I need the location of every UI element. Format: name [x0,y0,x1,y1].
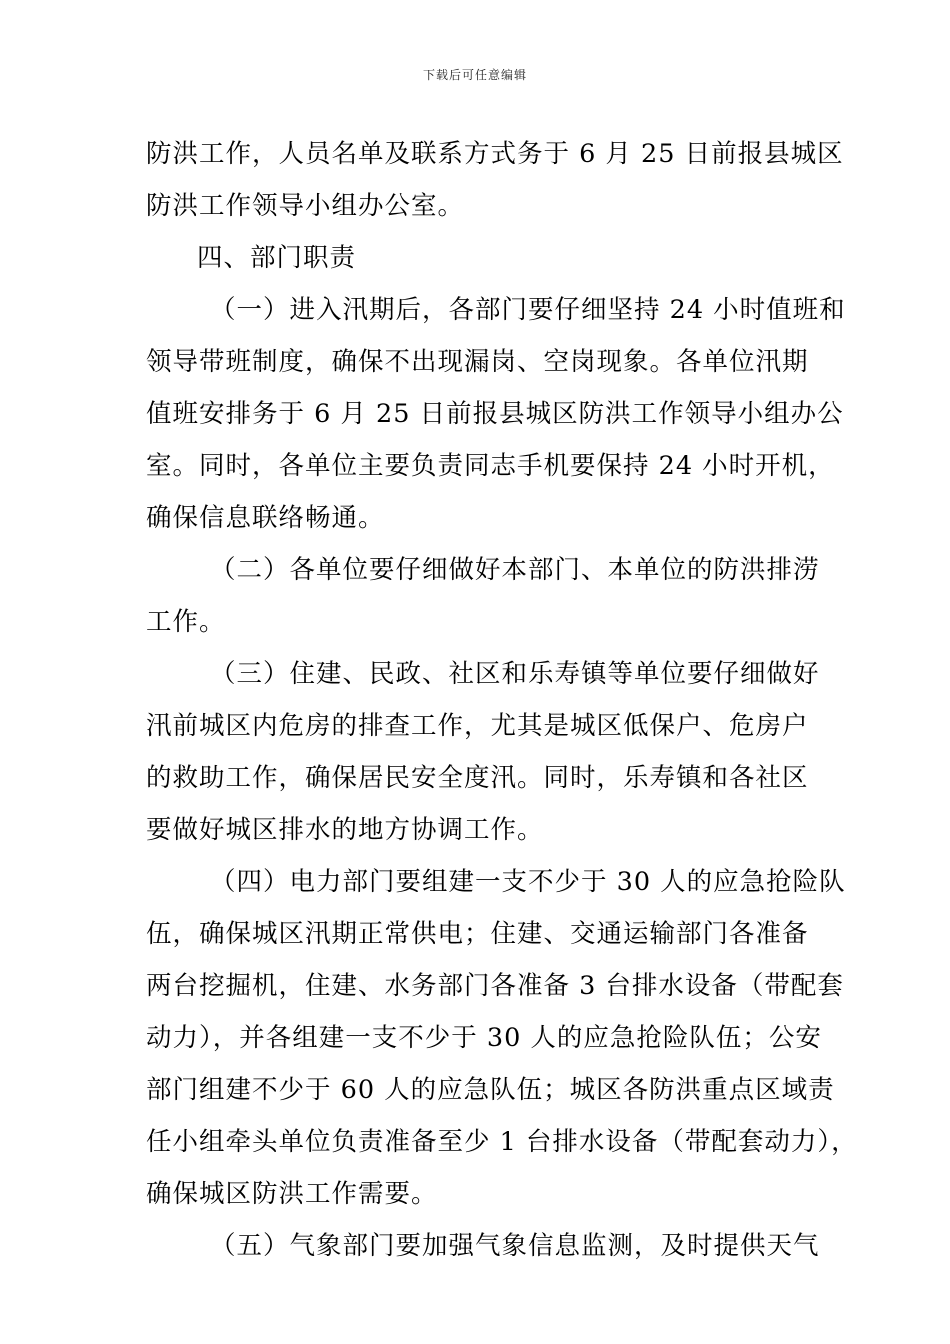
header-note: 下载后可任意编辑 [422,68,527,82]
text-line: 室。同时，各单位主要负责同志手机要保持 24 小时开机， [146,451,835,481]
text-line: 汛前城区内危房的排查工作，尤其是城区低保户、危房户 [146,711,809,741]
text-line: （一）进入汛期后，各部门要仔细坚持 24 小时值班和 [210,295,846,325]
text-line: 动力），并各组建一支不少于 30 人的应急抢险队伍；公安 [146,1023,822,1053]
text-line: 部门组建不少于 60 人的应急队伍；城区各防洪重点区域责 [146,1075,835,1105]
section-heading [146,232,816,284]
text-line: （四）电力部门要组建一支不少于 30 人的应急抢险队 [210,867,846,897]
text-line: 任小组牵头单位负责准备至少 1 台排水设备（带配套动力）， [146,1127,858,1157]
text-line: 要做好城区排水的地方协调工作。 [146,815,544,845]
text-line: 四、部门职责 [197,243,357,273]
document-body [146,128,858,1272]
paragraph-item-2 [146,544,820,648]
text-line: 两台挖掘机，住建、水务部门各准备 3 台排水设备（带配套 [146,971,844,1001]
text-line: 防洪工作，人员名单及联系方式务于 6 月 25 日前报县城区 [146,139,844,169]
text-line: （五）气象部门要加强气象信息监测，及时提供天气 [210,1231,820,1261]
text-line: 伍，确保城区汛期正常供电；住建、交通运输部门各准备 [146,919,809,949]
text-line: 工作。 [146,607,226,637]
paragraph-item-1 [146,284,846,544]
text-line: 领导带班制度，确保不出现漏岗、空岗现象。各单位汛期 [146,347,809,377]
paragraph-continuation [146,128,844,232]
paragraph-item-4 [146,856,858,1220]
paragraph-item-3 [146,648,820,856]
text-line: 确保信息联络畅通。 [146,503,385,533]
text-line: 确保城区防洪工作需要。 [146,1179,438,1209]
text-line: 值班安排务于 6 月 25 日前报县城区防洪工作领导小组办公 [146,399,844,429]
text-line: （三）住建、民政、社区和乐寿镇等单位要仔细做好 [210,659,820,689]
text-line: （二）各单位要仔细做好本部门、本单位的防洪排涝 [210,555,820,585]
paragraph-item-5 [146,1220,820,1272]
text-line: 防洪工作领导小组办公室。 [146,191,465,221]
text-line: 的救助工作，确保居民安全度汛。同时，乐寿镇和各社区 [146,763,809,793]
